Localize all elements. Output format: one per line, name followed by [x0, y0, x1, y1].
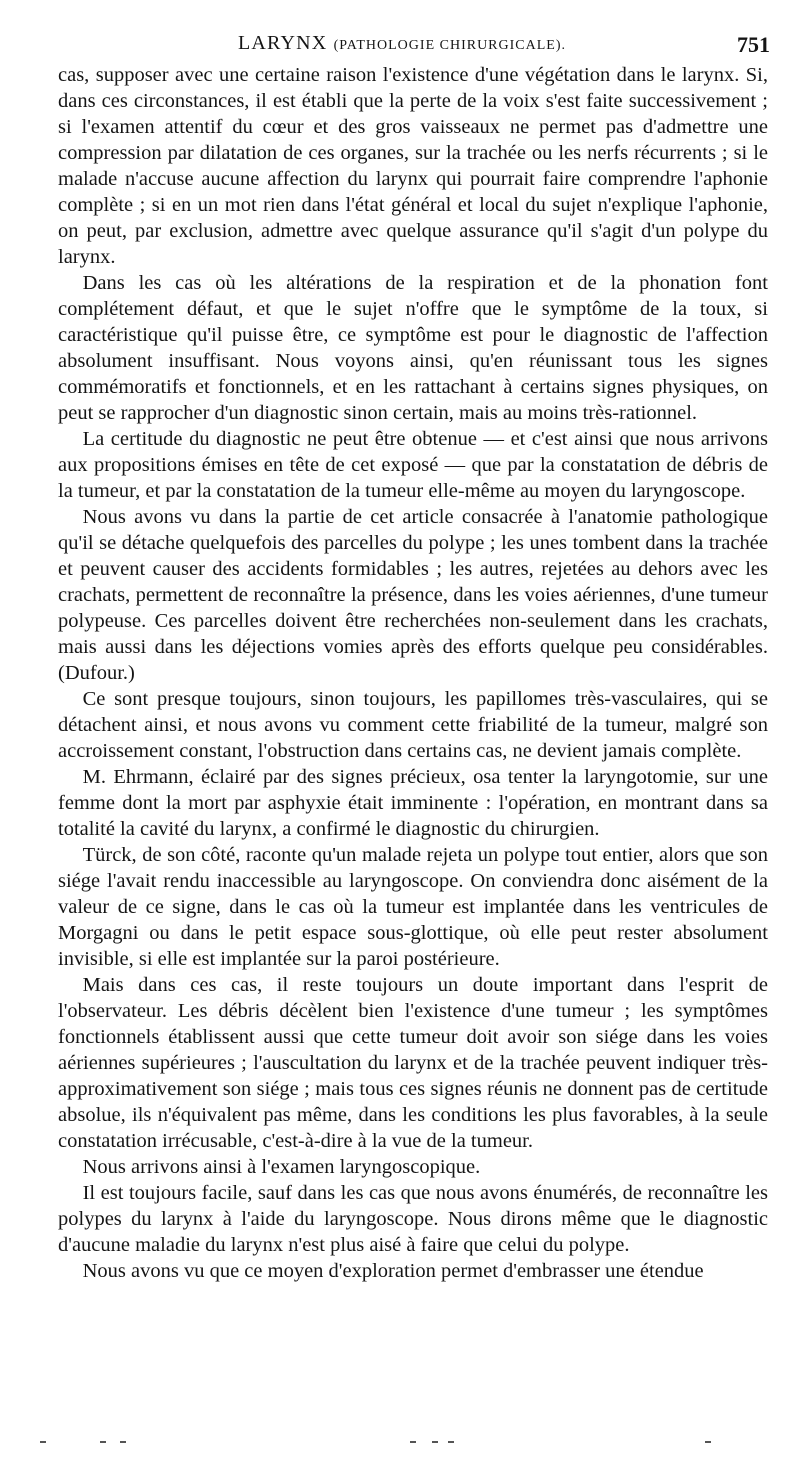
running-header — [58, 24, 770, 64]
paragraph-2: Dans les cas où les altérations de la respiration et de la phonation font complétement défaut, et que le sujet n'offre que le symptôme de la toux, si caractéristique qu'il puisse être, ce symptôme est pour le diagnostic de l'affection absolument insuffisant. Nous voyons ainsi, qu'en réunissant tous les signes commémoratifs et fonctionnels, et en les rattachant à certains signes physiques, on peut se rapprocher d'un diagnostic sinon certain, mais au moins très-rationnel. — [58, 272, 768, 424]
running-title-main: LARYNX — [238, 32, 328, 54]
page-number: 751 — [737, 32, 770, 57]
paragraph-11: Nous avons vu que ce moyen d'exploration permet d'embrasser une étendue — [82, 1260, 704, 1282]
paragraph-8: Mais dans ces cas, il reste toujours un doute important dans l'esprit de l'observateur. Les débris décèlent bien l'existence d'une tumeur ; les symptômes fonctionnels établissent aussi que cette tumeur doit avoir son siége dans les voies aériennes supérieures ; l'auscultation du larynx et de la trachée peuvent indiquer très-approximativement son siége ; mais tous ces signes réunis ne donnent pas de certitude absolue, ils n'équivalent pas même, dans les conditions les plus favorables, à la seule constatation irrécusable, c'est-à-dire à la vue de la tumeur. — [58, 974, 768, 1152]
paragraph-9: Nous arrivons ainsi à l'examen laryngoscopique. — [82, 1156, 481, 1178]
paragraph-5: Ce sont presque toujours, sinon toujours, les papillomes très-vasculaires, qui se détachent ainsi, et nous avons vu comment cette friabilité de la tumeur, malgré son accroissement constant, l'obstruction dans certains cas, ne devient jamais complète. — [58, 688, 768, 762]
body-text — [58, 62, 768, 1284]
running-title-sub: (PATHOLOGIE CHIRURGICALE). — [333, 38, 567, 53]
paragraph-4: Nous avons vu dans la partie de cet article consacrée à l'anatomie pathologique qu'il se détache quelquefois des parcelles du polype ; les unes tombent dans la trachée et peuvent causer des accidents formidables ; les autres, rejetées au dehors avec les crachats, permettent de reconnaître la présence, dans les voies aériennes, d'une tumeur polypeuse. Ces parcelles doivent être recherchées non-seulement dans les crachats, mais aussi dans les déjections vomies après des efforts quelque peu considérables. (Dufour.) — [58, 506, 768, 684]
paragraph-7: Türck, de son côté, raconte qu'un malade rejeta un polype tout entier, alors que son siége l'avait rendu inaccessible au laryngoscope. On conviendra donc aisément de la valeur de ce signe, dans le cas où la tumeur est implantée dans les ventricules de Morgagni ou dans le petit espace sous-glottique, où elle peut rester absolument invisible, si elle est implantée sur la paroi postérieure. — [58, 844, 768, 970]
paragraph-1: cas, supposer avec une certaine raison l'existence d'une végétation dans le larynx. Si, dans ces circonstances, il est établi que la perte de la voix s'est faite successivement ; si l'examen attentif du cœur et des gros vaisseaux ne permet pas d'admettre une compression par dilatation de ces organes, sur la trachée ou les nerfs récurrents ; si le malade n'accuse aucune affection du larynx qui pourrait faire comprendre l'aphonie complète ; si en un mot rien dans l'état général et local du sujet n'explique l'aphonie, on peut, par exclusion, admettre avec quelque assurance qu'il s'agit d'un polype du larynx. — [58, 64, 768, 268]
paragraph-3: La certitude du diagnostic ne peut être obtenue — et c'est ainsi que nous arrivons aux propositions émises en tête de cet exposé — que par la constatation de débris de la tumeur, et par la constatation de la tumeur elle-même au moyen du laryngoscope. — [58, 428, 768, 502]
scan-artifact-marks — [40, 1441, 740, 1449]
paragraph-6: M. Ehrmann, éclairé par des signes précieux, osa tenter la laryngotomie, sur une femme dont la mort par asphyxie était imminente : l'opération, en montrant dans sa totalité la cavité du larynx, a confirmé le diagnostic du chirurgien. — [58, 766, 768, 840]
paragraph-10: Il est toujours facile, sauf dans les cas que nous avons énumérés, de reconnaître les polypes du larynx à l'aide du laryngoscope. Nous dirons même que le diagnostic d'aucune maladie du larynx n'est plus aisé à faire que celui du polype. — [58, 1182, 768, 1256]
running-title — [238, 32, 566, 55]
